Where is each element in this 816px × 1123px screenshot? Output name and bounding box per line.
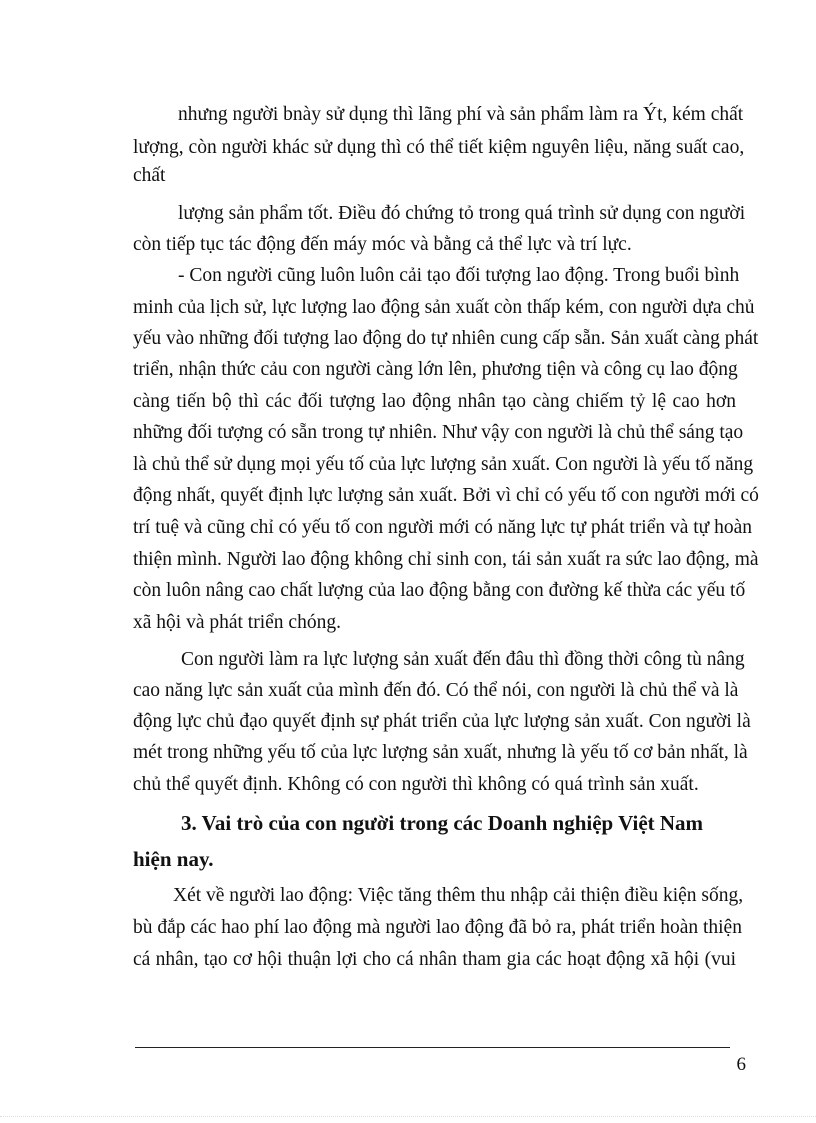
paragraph-2-line-2: còn tiếp tục tác động đến máy móc và bằng cả thể lực và trí lực.: [133, 234, 632, 255]
page-bottom-edge: [0, 1116, 816, 1117]
paragraph-3-line-8: động nhất, quyết định lực lượng sản xuất. Bởi vì chỉ có yếu tố con người mới có: [133, 485, 759, 506]
paragraph-4-line-3: động lực chủ đạo quyết định sự phát triển của lực lượng sản xuất. Con người là: [133, 711, 751, 732]
paragraph-1-line-3: chất: [133, 165, 166, 186]
paragraph-1-line-2: lượng, còn người khác sử dụng thì có thể tiết kiệm nguyên liệu, năng suất cao,: [133, 137, 745, 158]
closing-paragraph-line-3: cá nhân, tạo cơ hội thuận lợi cho cá nhân tham gia các hoạt động xã hội (vui: [133, 949, 736, 970]
section-heading-line-2: hiện nay.: [133, 847, 214, 871]
paragraph-2-line-1: lượng sản phẩm tốt. Điều đó chứng tỏ trong quá trình sử dụng con người: [178, 203, 746, 224]
paragraph-3-line-3: yếu vào những đối tượng lao động do tự nhiên cung cấp sẵn. Sản xuất càng phát: [133, 328, 759, 349]
section-heading-line-1: 3. Vai trò của con người trong các Doanh nghiệp Việt Nam: [181, 811, 704, 835]
closing-paragraph-line-1: Xét về người lao động: Việc tăng thêm thu nhập cải thiện điều kiện sống,: [173, 885, 744, 906]
paragraph-4-line-5: chủ thể quyết định. Không có con người thì không có quá trình sản xuất.: [133, 774, 699, 795]
paragraph-3-line-12: xã hội và phát triển chóng.: [133, 612, 341, 633]
paragraph-3-line-6: những đối tượng có sẵn trong tự nhiên. Như vậy con người là chủ thể sáng tạo: [133, 422, 744, 443]
paragraph-1-line-1: nhưng người bnày sử dụng thì lãng phí và sản phẩm làm ra Ýt, kém chất: [178, 104, 744, 125]
paragraph-3-line-11: còn luôn nâng cao chất lượng của lao động bằng con đường kế thừa các yếu tố: [133, 580, 746, 601]
closing-paragraph-line-2: bù đắp các hao phí lao động mà người lao động đã bỏ ra, phát triển hoàn thiện: [133, 917, 742, 938]
paragraph-4-line-2: cao năng lực sản xuất của mình đến đó. Có thể nói, con người là chủ thể và là: [133, 680, 739, 701]
paragraph-3-line-2: minh của lịch sử, lực lượng lao động sản xuất còn thấp kém, con người dựa chủ: [133, 297, 755, 318]
paragraph-4-line-4: mét trong những yếu tố của lực lượng sản xuất, nhưng là yếu tố cơ bản nhất, là: [133, 742, 748, 763]
paragraph-3-line-9: trí tuệ và cũng chỉ có yếu tố con người mới có năng lực tự phát triển và tự hoàn: [133, 517, 753, 538]
paragraph-3-line-7: là chủ thể sử dụng mọi yếu tố của lực lượng sản xuất. Con người là yếu tố năng: [133, 454, 754, 475]
paragraph-3-line-1: - Con người cũng luôn luôn cải tạo đối tượng lao động. Trong buổi bình: [178, 265, 740, 286]
footer-rule: [135, 1047, 730, 1048]
paragraph-3-line-4: triển, nhận thức cảu con người càng lớn lên, phương tiện và công cụ lao động: [133, 359, 738, 380]
paragraph-3-line-10: thiện mình. Người lao động không chỉ sinh con, tái sản xuất ra sức lao động, mà: [133, 549, 759, 570]
paragraph-3-line-5: càng tiến bộ thì các đối tượng lao động nhân tạo càng chiếm tỷ lệ cao hơn: [133, 391, 736, 412]
paragraph-4-line-1: Con người làm ra lực lượng sản xuất đến đâu thì đồng thời công tù nâng: [181, 649, 745, 670]
page-number: 6: [736, 1054, 746, 1075]
